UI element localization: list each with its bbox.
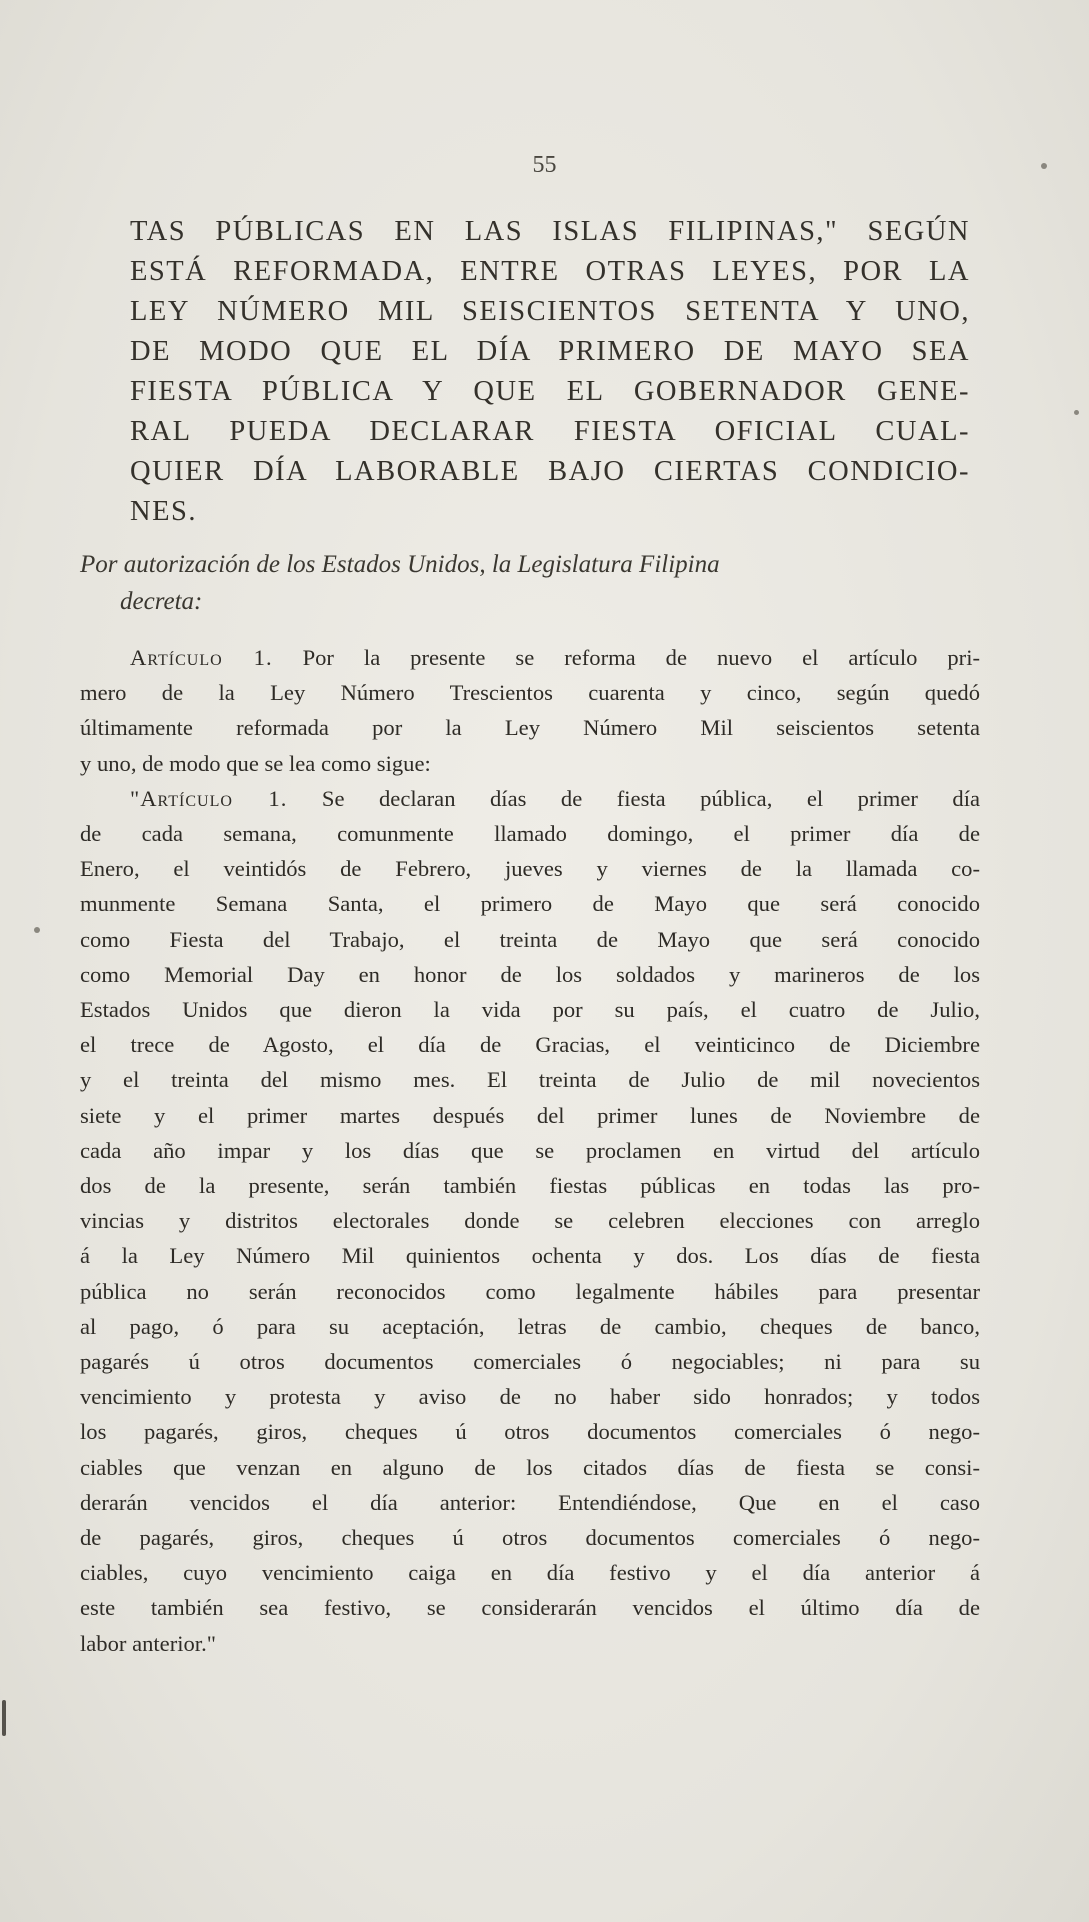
text-line: el trece de Agosto, el día de Gracias, el veinticinco de Diciembre <box>80 1032 980 1058</box>
text-line: como Fiesta del Trabajo, el treinta de Mayo que será conocido <box>80 926 980 952</box>
text-line: ciables que venzan en alguno de los citados días de fiesta se consi- <box>80 1454 980 1480</box>
scan-speck <box>1041 163 1047 169</box>
text-line: siete y el primer martes después del primer lunes de Noviembre de <box>80 1102 980 1128</box>
page-number: 55 <box>532 152 557 178</box>
title-line: DE MODO QUE EL DÍA PRIMERO DE MAYO SEA <box>130 336 970 367</box>
title-line: QUIER DÍA LABORABLE BAJO CIERTAS CONDICIO- <box>130 456 970 487</box>
text-line: ciables, cuyo vencimiento caiga en día festivo y el día anterior á <box>80 1560 980 1586</box>
text-line: Se declaran días de fiesta pública, el primer día <box>321 785 980 811</box>
title-line: FIESTA PÚBLICA Y QUE EL GOBERNADOR GENE- <box>130 376 970 407</box>
text-line: labor anterior." <box>80 1630 216 1656</box>
text-line: pública no serán reconocidos como legalmente hábiles para presentar <box>80 1278 980 1304</box>
scan-speck <box>2 1700 6 1736</box>
text-line: como Memorial Day en honor de los soldados y marineros de los <box>80 961 980 987</box>
text-line: munmente Semana Santa, el primero de Mayo que será conocido <box>80 891 980 917</box>
text-line: últimamente reformada por la Ley Número Mil seiscientos setenta <box>80 715 980 741</box>
quoted-article-first-line <box>80 781 980 816</box>
text-line: de pagarés, giros, cheques ú otros documentos comerciales ó nego- <box>80 1525 980 1551</box>
title-line: NES. <box>130 496 197 527</box>
text-line: Enero, el veintidós de Febrero, jueves y viernes de la llamada co- <box>80 856 980 882</box>
text-line: Por la presente se reforma de nuevo el artículo pri- <box>302 645 980 670</box>
text-line: mero de la Ley Número Trescientos cuarenta y cinco, según quedó <box>80 680 980 706</box>
text-line: y uno, de modo que se lea como sigue: <box>80 750 431 776</box>
text-line: cada año impar y los días que se proclamen en virtud del artículo <box>80 1137 980 1163</box>
enacting-clause-line: decreta: <box>120 588 203 615</box>
article-1-first-line <box>80 640 980 675</box>
text-line: de cada semana, comunmente llamado domingo, el primer día de <box>80 821 980 847</box>
enacting-clause <box>80 546 980 620</box>
title-line: LEY NÚMERO MIL SEISCIENTOS SETENTA Y UNO, <box>130 296 970 327</box>
scan-speck <box>34 927 40 933</box>
law-title <box>130 212 970 532</box>
title-line: RAL PUEDA DECLARAR FIESTA OFICIAL CUAL- <box>130 416 970 447</box>
title-line: ESTÁ REFORMADA, ENTRE OTRAS LEYES, POR LA <box>130 256 970 287</box>
quoted-article-heading: "Artículo 1. <box>130 785 288 811</box>
text-line: dos de la presente, serán también fiestas públicas en todas las pro- <box>80 1173 980 1199</box>
text-line: los pagarés, giros, cheques ú otros documentos comerciales ó nego- <box>80 1419 980 1445</box>
text-line: derarán vencidos el día anterior: Entendiéndose, Que en el caso <box>80 1489 980 1515</box>
text-line: al pago, ó para su aceptación, letras de cambio, cheques de banco, <box>80 1313 980 1339</box>
text-line: vincias y distritos electorales donde se celebren elecciones con arreglo <box>80 1208 980 1234</box>
text-line: vencimiento y protesta y aviso de no haber sido honrados; y todos <box>80 1384 980 1410</box>
text-line: y el treinta del mismo mes. El treinta de Julio de mil novecientos <box>80 1067 980 1093</box>
article-body <box>80 640 980 1661</box>
scan-speck <box>1074 410 1079 415</box>
text-line: este también sea festivo, se considerarán vencidos el último día de <box>80 1595 980 1621</box>
article-1-heading: Artículo 1. <box>130 645 273 670</box>
title-line: TAS PÚBLICAS EN LAS ISLAS FILIPINAS," SEGÚN <box>130 216 970 247</box>
text-line: Estados Unidos que dieron la vida por su país, el cuatro de Julio, <box>80 997 980 1023</box>
text-line: á la Ley Número Mil quinientos ochenta y dos. Los días de fiesta <box>80 1243 980 1269</box>
enacting-clause-line: Por autorización de los Estados Unidos, la Legislatura Filipina <box>80 551 720 578</box>
text-line: pagarés ú otros documentos comerciales ó negociables; ni para su <box>80 1349 980 1375</box>
